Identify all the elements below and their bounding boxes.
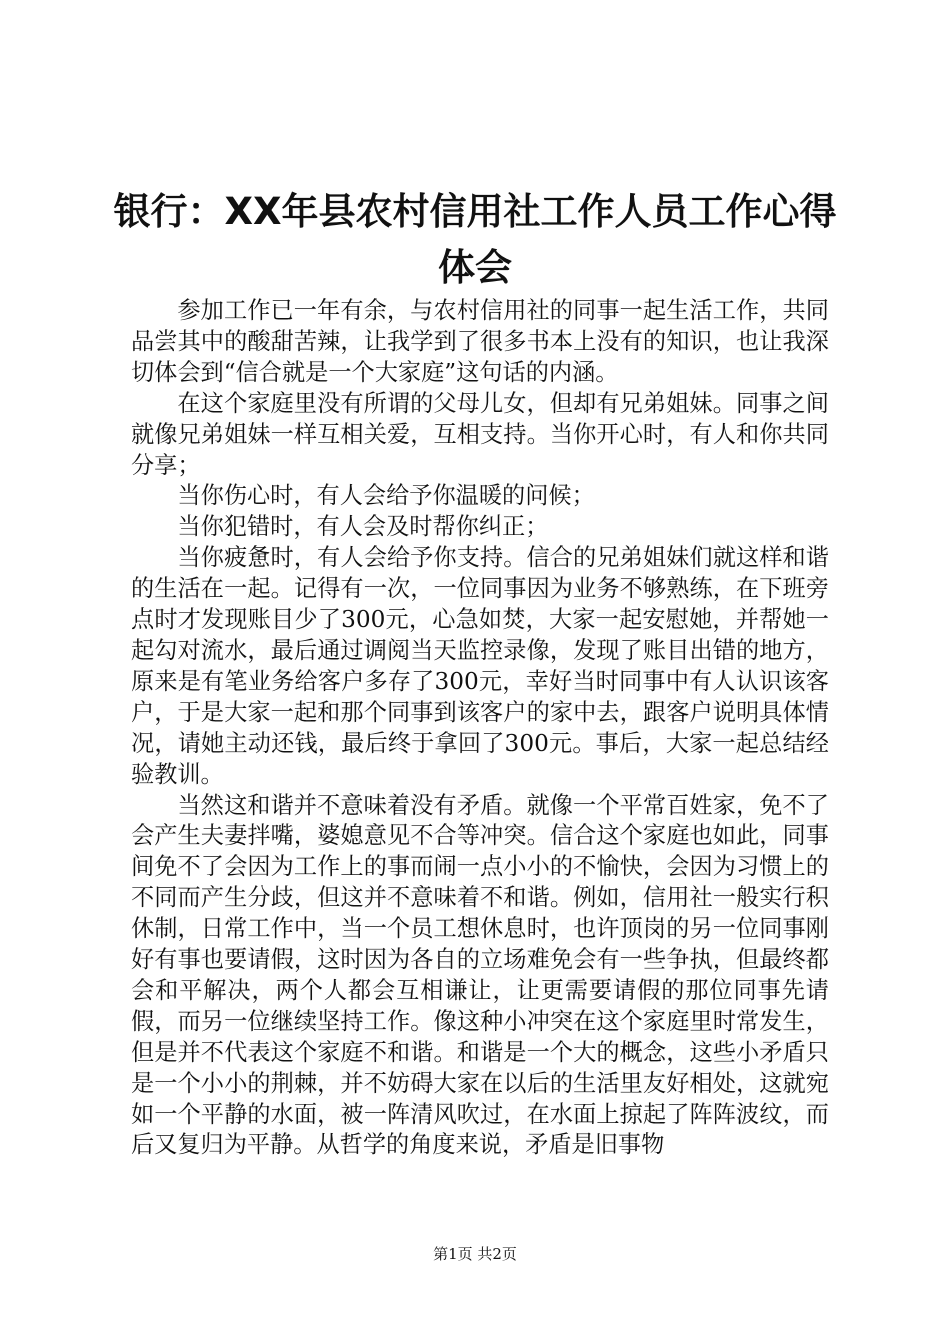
paragraph: 在这个家庭里没有所谓的父母儿女，但却有兄弟姐妹。同事之间就像兄弟姐妹一样互相关爱，互相支持。当你开心时，有人和你共同分享； [131, 389, 829, 479]
paragraph: 当然这和谐并不意味着没有矛盾。就像一个平常百姓家，免不了会产生夫妻拌嘴，婆媳意见不合等冲突。信合这个家庭也如此，同事间免不了会因为工作上的事而闹一点小小的不愉快，会因为习惯上的不同而产生分歧，但这并不意味着不和谐。例如，信用社一般实行积休制，日常工作中，当一个员工想休息时，也许顶岗的另一位同事刚好有事也要请假，这时因为各自的立场难免会有一些争执，但最终都会和平解决，两个人都会互相谦让，让更需要请假的那位同事先请假，而另一位继续坚持工作。像这种小冲突在这个家庭里时常发生，但是并不代表这个家庭不和谐。和谐是一个大的概念，这些小矛盾只是一个小小的荆棘，并不妨碍大家在以后的生活里友好相处，这就宛如一个平静的水面，被一阵清风吹过，在水面上掠起了阵阵波纹，而后又复归为平静。从哲学的角度来说，矛盾是旧事物 [131, 791, 829, 1159]
document-title-line-2: 体会 [438, 246, 512, 289]
paragraph: 当你犯错时，有人会及时帮你纠正； [177, 513, 549, 541]
paragraph: 参加工作已一年有余，与农村信用社的同事一起生活工作，共同品尝其中的酸甜苦辣，让我学到了很多书本上没有的知识，也让我深切体会到“信合就是一个大家庭”这句话的内涵。 [131, 297, 829, 386]
paragraph: 当你伤心时，有人会给予你温暖的问候； [177, 482, 595, 510]
paragraph: 当你疲惫时，有人会给予你支持。信合的兄弟姐妹们就这样和谐的生活在一起。记得有一次，一位同事因为业务不够熟练，在下班旁点时才发现账目少了300元，心急如焚，大家一起安慰她，并帮她一起勾对流水，最后通过调阅当天监控录像，发现了账目出错的地方，原来是有笔业务给客户多存了300元，幸好当时同事中有人认识该客户，于是大家一起和那个同事到该客户的家中去，跟客户说明具体情况，请她主动还钱，最后终于拿回了300元。事后，大家一起总结经验教训。 [131, 544, 829, 788]
document-title-line-1: 银行：XX年县农村信用社工作人员工作心得 [113, 190, 837, 233]
page-footer: 第1页 共2页 [433, 1245, 517, 1263]
document-body [131, 296, 829, 1161]
